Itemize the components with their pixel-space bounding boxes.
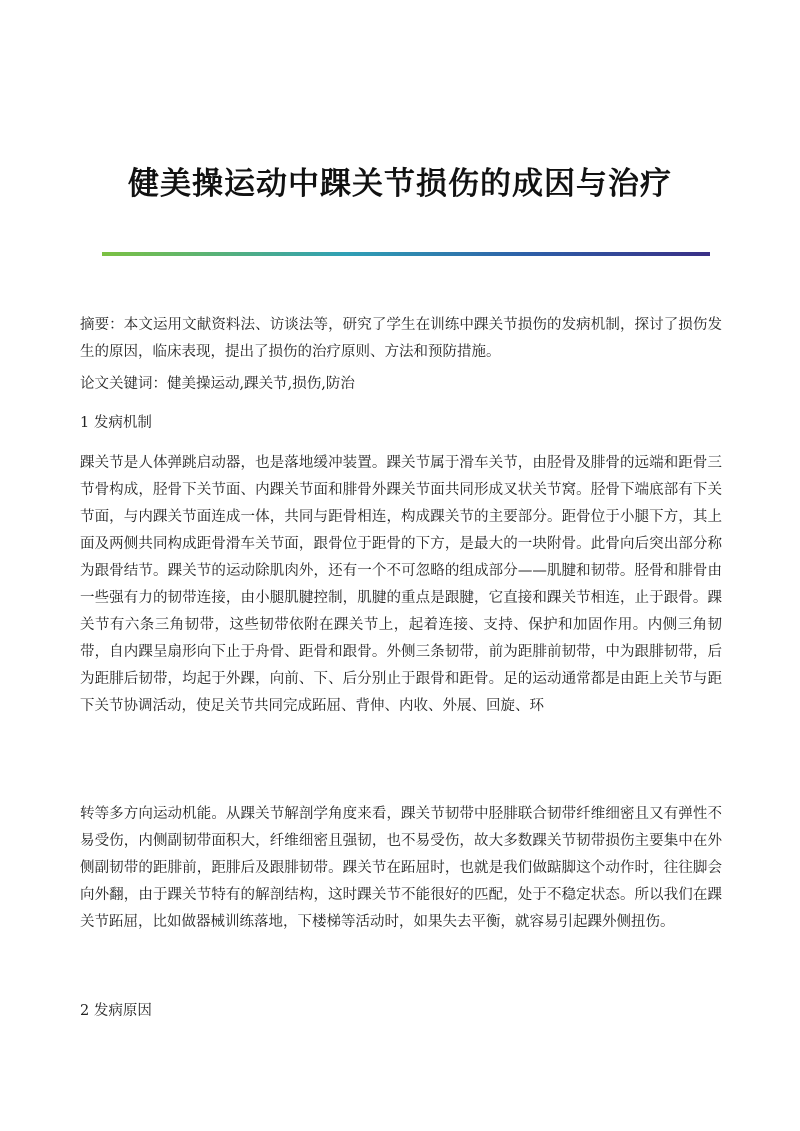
keywords: 论文关键词：健美操运动,踝关节,损伤,防治 (80, 376, 355, 392)
section-heading-1: 1 发病机制 (80, 415, 152, 431)
section-1-paragraph-2: 转等多方向运动机能。从踝关节解剖学角度来看，踝关节韧带中胫腓联合韧带纤维细密且又有弹性不易受伤，内侧副韧带面积大，纤维细密且强韧，也不易受伤，故大多数踝关节韧带损伤主要集中在外侧副韧带的距腓前，距腓后及跟腓韧带。踝关节在跖屈时，也就是我们做踮脚这个动作时，往往脚会向外翻，由于踝关节特有的解剖结构，这时踝关节不能很好的匹配，处于不稳定状态。所以我们在踝关节跖屈，比如做器械训练落地，下楼梯等活动时，如果失去平衡，就容易引起踝外侧扭伤。 (80, 806, 722, 930)
abstract: 摘要：本文运用文献资料法、访谈法等，研究了学生在训练中踝关节损伤的发病机制，探讨了损伤发生的原因，临床表现，提出了损伤的治疗原则、方法和预防措施。 (80, 317, 722, 360)
section-1-paragraph-1: 踝关节是人体弹跳启动器，也是落地缓冲装置。踝关节属于滑车关节，由胫骨及腓骨的远端和距骨三节骨构成，胫骨下关节面、内踝关节面和腓骨外踝关节面共同形成叉状关节窝。胫骨下端底部有下关节面，与内踝关节面连成一体，共同与距骨相连，构成踝关节的主要部分。距骨位于小腿下方，其上面及两侧共同构成距骨滑车关节面，跟骨位于距骨的下方，是最大的一块附骨。此骨向后突出部分称为跟骨结节。踝关节的运动除肌肉外，还有一个不可忽略的组成部分——肌腱和韧带。胫骨和腓骨由一些强有力的韧带连接，由小腿肌腱控制，肌腱的重点是跟腱，它直接和踝关节相连，止于跟骨。踝关节有六条三角韧带，这些韧带依附在踝关节上，起着连接、支持、保护和加固作用。内侧三角韧带，自内踝呈扇形向下止于舟骨、距骨和跟骨。外侧三条韧带，前为距腓前韧带，中为跟腓韧带，后为距腓后韧带，均起于外踝，向前、下、后分别止于跟骨和距骨。足的运动通常都是由距上关节与距下关节协调活动，使足关节共同完成跖屈、背伸、内收、外展、回旋、环 (80, 455, 722, 714)
document-title: 健美操运动中踝关节损伤的成因与治疗 (128, 166, 672, 202)
title-divider (102, 252, 710, 256)
section-heading-2: 2 发病原因 (80, 1003, 152, 1019)
